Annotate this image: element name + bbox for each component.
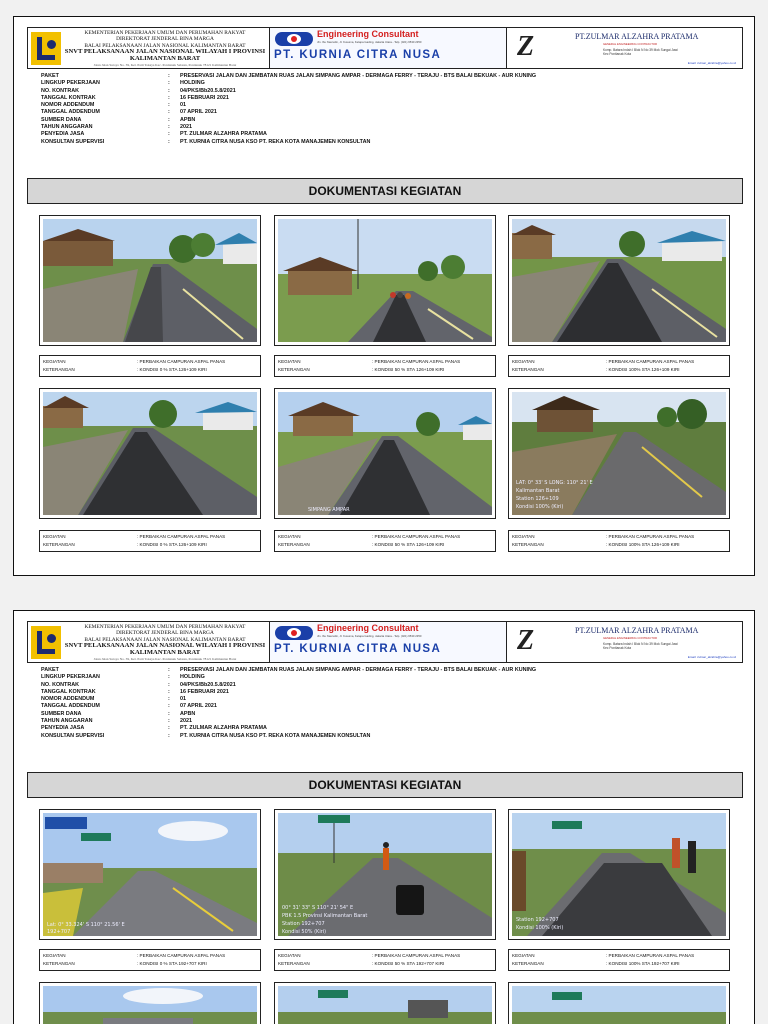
- info-value: PT. KURNIA CITRA NUSA KSO PT. REKA KOTA MANAJEMEN KONSULTAN: [180, 138, 371, 145]
- ministry-line: KEMENTERIAN PEKERJAAN UMUM DAN PERUMAHAN RAKYAT: [84, 30, 246, 36]
- info-value: 04/PKS/Bb20.5.8/2021: [180, 87, 236, 94]
- info-row: [41, 139, 741, 146]
- info-value: PT. ZULMAR ALZAHRA PRATAMA: [180, 131, 267, 138]
- caption-keterangan: : KONDISI 100% STA 126+109 KIRI: [606, 367, 680, 372]
- road-photo-image: [43, 392, 257, 515]
- info-label: PENYEDIA JASA: [41, 131, 85, 138]
- caption-keterangan: : KONDISI 0 % STA 192+707 KIRI: [137, 961, 207, 966]
- info-row: [41, 88, 741, 95]
- progress-photo: [274, 388, 496, 519]
- consultant-address: Jln. Ibu Nasrudin, Jl. Kusuma, Kelapa Gading, Jakarta Utara - Telp. (021) 6530 2350: [317, 634, 422, 638]
- contractor-address-line: Kec Pontianak Kota: [603, 646, 631, 650]
- info-colon: :: [168, 80, 170, 87]
- caption-keterangan: : KONDISI 0 % STA 126+109 KIRI: [137, 367, 207, 372]
- contractor-address: [603, 48, 678, 56]
- letterhead: [27, 621, 743, 663]
- svg-text:00° 31' 33" S 110° 21' 54" E: 00° 31' 33" S 110° 21' 54" E: [282, 905, 354, 911]
- info-colon: :: [168, 718, 170, 725]
- info-label: NOMOR ADDENDUM: [41, 102, 95, 109]
- contractor-logo-icon: Z: [517, 31, 535, 62]
- info-colon: :: [168, 688, 170, 695]
- svg-text:Station 192+707: Station 192+707: [282, 921, 325, 927]
- consultant-name: PT. KURNIA CITRA NUSA: [274, 49, 442, 61]
- caption-kegiatan: : PERBAIKAN CAMPURAN ASPAL PANAS: [372, 534, 461, 539]
- svg-text:PBK 1.5 Provinsi Kalimantan Ba: PBK 1.5 Provinsi Kalimantan Barat: [282, 913, 368, 919]
- info-colon: :: [168, 667, 170, 673]
- road-photo-image: [512, 219, 726, 342]
- info-row: [41, 117, 741, 124]
- road-photo-image: [512, 813, 726, 936]
- photo-caption: [508, 949, 730, 971]
- section-title: DOKUMENTASI KEGIATAN: [27, 178, 743, 204]
- caption-kegiatan: : PERBAIKAN CAMPURAN ASPAL PANAS: [137, 359, 226, 364]
- info-value: HOLDING: [180, 80, 205, 87]
- caption-keterangan: : KONDISI 50 % STA 126+109 KIRI: [372, 367, 445, 372]
- info-value: 16 FEBRUARI 2021: [180, 688, 229, 695]
- info-label: SUMBER DANA: [41, 116, 82, 123]
- photo-caption: [274, 355, 496, 377]
- caption-keterangan: : KONDISI 0 % STA 126+109 KIRI: [137, 542, 207, 547]
- contractor-logo-icon: Z: [517, 625, 535, 656]
- ministry-block: [28, 622, 270, 662]
- road-photo-image: [43, 813, 257, 936]
- svg-text:Kondisi 100% (Kiri): Kondisi 100% (Kiri): [516, 925, 564, 931]
- caption-kegiatan: : PERBAIKAN CAMPURAN ASPAL PANAS: [372, 953, 461, 958]
- road-photo-image: [512, 986, 726, 1024]
- contractor-address-line: Komp. Batara Indah I Blok N No 39 Mok Sungai Jawi: [603, 48, 678, 52]
- info-label: LINGKUP PEKERJAAN: [41, 674, 100, 681]
- pupr-logo-icon: [31, 32, 61, 65]
- caption-kegiatan: : PERBAIKAN CAMPURAN ASPAL PANAS: [606, 953, 695, 958]
- info-label: PAKET: [41, 667, 59, 673]
- progress-photo: [274, 809, 496, 940]
- info-row: [41, 102, 741, 109]
- road-photo-image: [278, 219, 492, 342]
- info-colon: :: [168, 131, 170, 138]
- photo-caption: [39, 355, 261, 377]
- info-value: PRESERVASI JALAN DAN JEMBATAN RUAS JALAN SIMPANG AMPAR - DERMAGA FERRY - TERAJU - BTS BALAI BEKUAK - AUR KUNING: [180, 73, 537, 79]
- caption-label: KETERANGAN: [278, 542, 310, 547]
- info-label: TAHUN ANGGARAN: [41, 718, 93, 725]
- caption-kegiatan: : PERBAIKAN CAMPURAN ASPAL PANAS: [137, 534, 226, 539]
- road-photo-image: [278, 392, 492, 515]
- contractor-subtitle: GENERAL ENGINEERING CONTRACTOR: [603, 42, 658, 46]
- info-row: [41, 674, 741, 681]
- caption-kegiatan: : PERBAIKAN CAMPURAN ASPAL PANAS: [137, 953, 226, 958]
- caption-label: KETERANGAN: [43, 542, 75, 547]
- consultant-logo-icon: [275, 32, 313, 46]
- consultant-block: [270, 622, 507, 662]
- road-photo-image: [512, 392, 726, 515]
- letterhead: [27, 27, 743, 69]
- caption-label: KETERANGAN: [512, 367, 544, 372]
- info-value: 2021: [180, 718, 192, 725]
- info-row: [41, 711, 741, 718]
- info-row: [41, 703, 741, 710]
- project-info: [41, 73, 741, 146]
- info-label: LINGKUP PEKERJAAN: [41, 80, 100, 87]
- info-label: PENYEDIA JASA: [41, 725, 85, 732]
- info-row: [41, 131, 741, 138]
- document-page-2: [13, 610, 755, 1024]
- info-row: [41, 718, 741, 725]
- info-label: KONSULTAN SUPERVISI: [41, 138, 105, 145]
- progress-photo: [39, 388, 261, 519]
- caption-keterangan: : KONDISI 100% STA 126+109 KIRI: [606, 542, 680, 547]
- info-label: TANGGAL ADDENDUM: [41, 109, 100, 116]
- info-label: SUMBER DANA: [41, 710, 82, 717]
- info-label: KONSULTAN SUPERVISI: [41, 732, 105, 739]
- info-label: TANGGAL ADDENDUM: [41, 703, 100, 710]
- info-colon: :: [168, 696, 170, 703]
- info-row: [41, 733, 741, 740]
- photo-caption: [39, 530, 261, 552]
- info-label: TANGGAL KONTRAK: [41, 94, 96, 101]
- progress-photo: [274, 982, 496, 1024]
- contractor-address: [603, 642, 678, 650]
- caption-label: KEGIATAN: [278, 359, 301, 364]
- contractor-address-line: Komp. Batara Indah I Blok N No 39 Mok Sungai Jawi: [603, 642, 678, 646]
- caption-kegiatan: : PERBAIKAN CAMPURAN ASPAL PANAS: [606, 534, 695, 539]
- svg-text:Kalimantan Barat: Kalimantan Barat: [516, 488, 560, 494]
- document-page-1: [13, 16, 755, 576]
- caption-kegiatan: : PERBAIKAN CAMPURAN ASPAL PANAS: [606, 359, 695, 364]
- caption-label: KETERANGAN: [512, 961, 544, 966]
- info-label: PAKET: [41, 73, 59, 79]
- consultant-logo-icon: [275, 626, 313, 640]
- ministry-line: BALAI PELAKSANAAN JALAN NASIONAL KALIMANTAN BARAT: [84, 42, 246, 49]
- info-value: 16 FEBRUARI 2021: [180, 94, 229, 101]
- info-row: [41, 73, 741, 80]
- caption-label: KEGIATAN: [43, 534, 66, 539]
- info-colon: :: [168, 674, 170, 681]
- progress-photo: [508, 982, 730, 1024]
- info-colon: :: [168, 109, 170, 116]
- info-colon: :: [168, 725, 170, 732]
- photo-caption: [274, 949, 496, 971]
- caption-label: KEGIATAN: [512, 359, 535, 364]
- info-row: [41, 95, 741, 102]
- caption-label: KEGIATAN: [43, 359, 66, 364]
- caption-keterangan: : KONDISI 50 % STA 192+707 KIRI: [372, 961, 445, 966]
- caption-kegiatan: : PERBAIKAN CAMPURAN ASPAL PANAS: [372, 359, 461, 364]
- pupr-logo-icon: [31, 626, 61, 659]
- project-info: [41, 667, 741, 740]
- info-value: HOLDING: [180, 674, 205, 681]
- section-title: DOKUMENTASI KEGIATAN: [27, 772, 743, 798]
- caption-label: KEGIATAN: [512, 953, 535, 958]
- caption-keterangan: : KONDISI 100% STA 192+707 KIRI: [606, 961, 680, 966]
- road-photo-image: [278, 986, 492, 1024]
- contractor-email: Email: zulmar_alzahra@yahoo.co.id: [687, 61, 736, 65]
- info-value: 07 APRIL 2021: [180, 109, 217, 116]
- info-colon: :: [168, 710, 170, 717]
- consultant-address: Jln. Ibu Nasrudin, Jl. Kusuma, Kelapa Gading, Jakarta Utara - Telp. (021) 6530 2350: [317, 40, 422, 44]
- road-photo-image: [278, 813, 492, 936]
- info-value: 04/PKS/Bb20.5.8/2021: [180, 681, 236, 688]
- info-value: 07 APRIL 2021: [180, 703, 217, 710]
- ministry-address: Jalan Jalan Sutoyo No. 39, Kel. Parit Tokaya Kec. Pontianak Selatan, Pontianak 78121 Kalimantan Barat: [93, 657, 237, 662]
- info-colon: :: [168, 124, 170, 131]
- info-row: [41, 667, 741, 674]
- info-colon: :: [168, 138, 170, 145]
- info-value: 01: [180, 696, 186, 703]
- info-colon: :: [168, 94, 170, 101]
- caption-label: KEGIATAN: [512, 534, 535, 539]
- info-row: [41, 696, 741, 703]
- info-colon: :: [168, 116, 170, 123]
- svg-text:LAT: 0° 33' S LONG: 110° 21': LAT: 0° 33' S LONG: 110° 21' E: [516, 480, 593, 486]
- ministry-line: SNVT PELAKSANAAN JALAN NASIONAL WILAYAH I PROVINSI KALIMANTAN BARAT: [64, 48, 266, 62]
- progress-photo: [39, 982, 261, 1024]
- contractor-name: PT.ZULMAR ALZAHRA PRATAMA: [575, 626, 699, 635]
- contractor-subtitle: GENERAL ENGINEERING CONTRACTOR: [603, 636, 658, 640]
- info-value: PRESERVASI JALAN DAN JEMBATAN RUAS JALAN SIMPANG AMPAR - DERMAGA FERRY - TERAJU - BTS BALAI BEKUAK - AUR KUNING: [180, 667, 537, 673]
- caption-label: KETERANGAN: [43, 961, 75, 966]
- svg-text:Kondisi 50% (Kiri): Kondisi 50% (Kiri): [282, 929, 327, 935]
- ministry-address: Jalan Jalan Sutoyo No. 39, Kel. Parit Tokaya Kec. Pontianak Selatan, Pontianak 78121 Kalimantan Barat: [93, 63, 237, 68]
- caption-label: KETERANGAN: [43, 367, 75, 372]
- info-colon: :: [168, 703, 170, 710]
- photo-caption: [274, 530, 496, 552]
- contractor-email: Email: zulmar_alzahra@yahoo.co.id: [687, 655, 736, 659]
- caption-label: KETERANGAN: [278, 961, 310, 966]
- info-row: [41, 109, 741, 116]
- progress-photo: [508, 215, 730, 346]
- info-colon: :: [168, 102, 170, 109]
- ministry-line: DIREKTORAT JENDERAL BINA MARGA: [116, 36, 214, 43]
- svg-text:Lat: 0° 33.324' S 110° 21.56': Lat: 0° 33.324' S 110° 21.56' E: [47, 922, 125, 928]
- info-value: PT. ZULMAR ALZAHRA PRATAMA: [180, 725, 267, 732]
- info-row: [41, 80, 741, 87]
- consultant-title: Engineering Consultant: [317, 29, 419, 39]
- progress-photo: [39, 215, 261, 346]
- svg-text:192+707: 192+707: [47, 929, 71, 935]
- svg-text:Station 192+707: Station 192+707: [516, 917, 559, 923]
- progress-photo: [274, 215, 496, 346]
- contractor-block: [507, 622, 742, 662]
- info-colon: :: [168, 732, 170, 739]
- info-label: TAHUN ANGGARAN: [41, 124, 93, 131]
- ministry-line: SNVT PELAKSANAAN JALAN NASIONAL WILAYAH I PROVINSI KALIMANTAN BARAT: [64, 642, 266, 656]
- contractor-block: [507, 28, 742, 68]
- info-label: NOMOR ADDENDUM: [41, 696, 95, 703]
- info-colon: :: [168, 73, 170, 79]
- info-value: 2021: [180, 124, 192, 131]
- caption-label: KETERANGAN: [512, 542, 544, 547]
- road-photo-image: [43, 219, 257, 342]
- info-row: [41, 124, 741, 131]
- info-row: [41, 725, 741, 732]
- ministry-block: [28, 28, 270, 68]
- info-row: [41, 682, 741, 689]
- caption-label: KEGIATAN: [43, 953, 66, 958]
- info-colon: :: [168, 681, 170, 688]
- svg-text:Kondisi 100% (Kiri): Kondisi 100% (Kiri): [516, 504, 564, 510]
- ministry-line: DIREKTORAT JENDERAL BINA MARGA: [116, 630, 214, 637]
- info-value: PT. KURNIA CITRA NUSA KSO PT. REKA KOTA MANAJEMEN KONSULTAN: [180, 732, 371, 739]
- consultant-block: [270, 28, 507, 68]
- caption-label: KETERANGAN: [278, 367, 310, 372]
- info-colon: :: [168, 87, 170, 94]
- photo-caption: [39, 949, 261, 971]
- photo-caption: [508, 530, 730, 552]
- ministry-line: KEMENTERIAN PEKERJAAN UMUM DAN PERUMAHAN RAKYAT: [84, 624, 246, 630]
- caption-label: KEGIATAN: [278, 953, 301, 958]
- info-row: [41, 689, 741, 696]
- svg-text:SIMPANG AMPAR: SIMPANG AMPAR: [308, 507, 350, 513]
- contractor-name: PT.ZULMAR ALZAHRA PRATAMA: [575, 32, 699, 41]
- info-value: APBN: [180, 710, 196, 717]
- consultant-title: Engineering Consultant: [317, 623, 419, 633]
- ministry-line: BALAI PELAKSANAAN JALAN NASIONAL KALIMANTAN BARAT: [84, 636, 246, 643]
- info-value: 01: [180, 102, 186, 109]
- info-label: NO. KONTRAK: [41, 87, 80, 94]
- info-value: APBN: [180, 116, 196, 123]
- progress-photo: [508, 388, 730, 519]
- svg-text:Station 126+109: Station 126+109: [516, 496, 559, 502]
- caption-label: KEGIATAN: [278, 534, 301, 539]
- progress-photo: [39, 809, 261, 940]
- info-label: TANGGAL KONTRAK: [41, 688, 96, 695]
- info-label: NO. KONTRAK: [41, 681, 80, 688]
- contractor-address-line: Kec Pontianak Kota: [603, 52, 631, 56]
- road-photo-image: [43, 986, 257, 1024]
- progress-photo: [508, 809, 730, 940]
- photo-caption: [508, 355, 730, 377]
- caption-keterangan: : KONDISI 50 % STA 126+109 KIRI: [372, 542, 445, 547]
- consultant-name: PT. KURNIA CITRA NUSA: [274, 643, 442, 655]
